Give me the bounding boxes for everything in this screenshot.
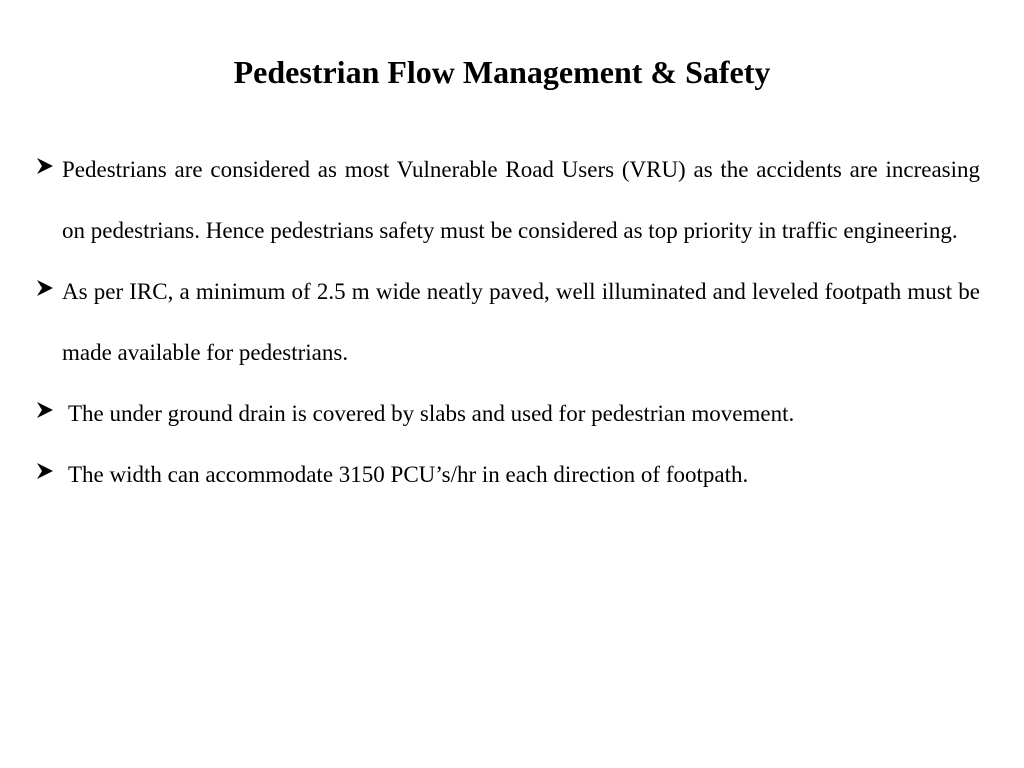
bullet-text: As per IRC, a minimum of 2.5 m wide neatly paved, well illuminated and leveled footpath must be made available for pedestrians. — [62, 279, 980, 365]
bullet-text: The width can accommodate 3150 PCU’s/hr in each direction of footpath. — [68, 462, 749, 487]
slide-title: Pedestrian Flow Management & Safety — [233, 54, 771, 90]
arrow-bullet-icon — [36, 383, 56, 444]
arrow-bullet-icon — [36, 444, 56, 505]
arrow-bullet-icon — [36, 139, 56, 200]
bullet-item — [36, 139, 980, 261]
bullet-text: The under ground drain is covered by slabs and used for pedestrian movement. — [68, 401, 795, 426]
bullet-item — [36, 261, 980, 383]
arrow-bullet-icon — [36, 261, 56, 322]
bullet-text: Pedestrians are considered as most Vulnerable Road Users (VRU) as the accidents are increasing on pedestrians. Hence pedestrians safety must be considered as top priority in traffic engineering. — [62, 157, 980, 243]
bullet-list — [36, 139, 980, 505]
bullet-item — [36, 444, 980, 505]
bullet-item — [36, 383, 980, 444]
